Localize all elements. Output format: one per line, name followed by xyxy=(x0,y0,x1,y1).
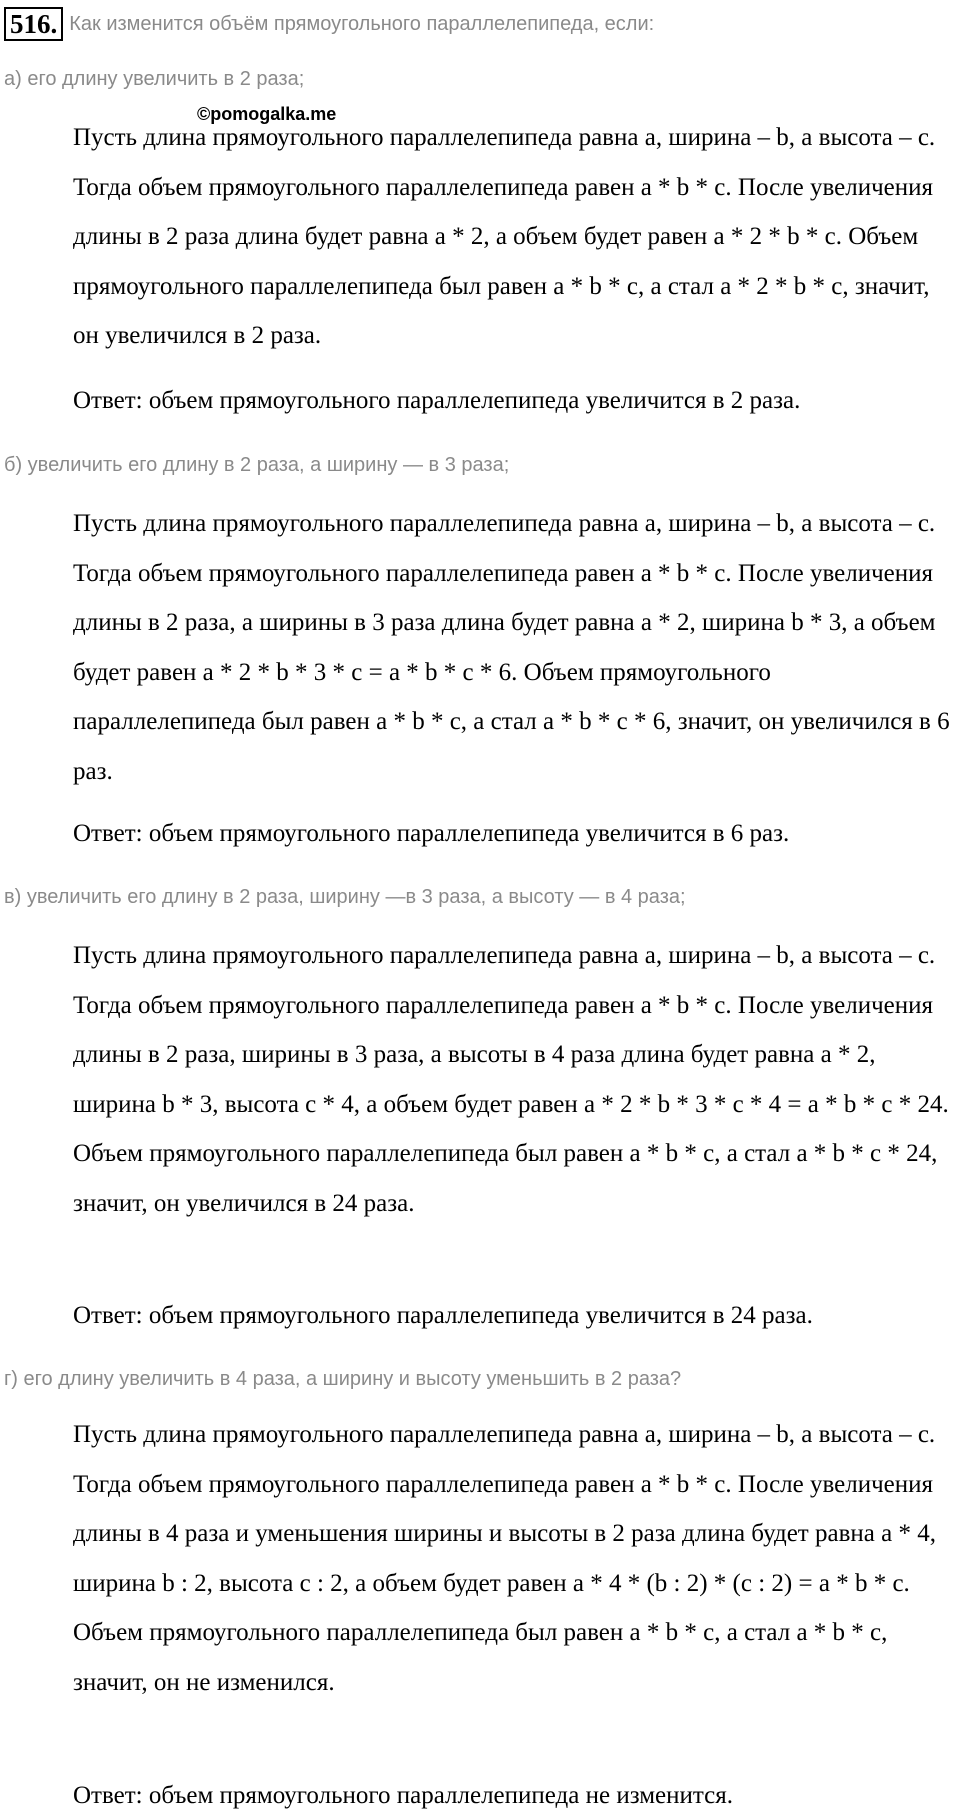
task-question: Как изменится объём прямоугольного параллелепипеда, если: xyxy=(69,12,655,35)
part-c-solution-text: Пусть длина прямоугольного параллелепипеда равна a, ширина – b, а высота – c. Тогда объем прямоугольного параллелепипеда равен a * b * c. После увеличения длины в 2 раза, ширины в 3 раза, а высоты в 4 раза длина будет равна a * 2, ширина b * 3, высота с * 4, а объем будет равен a * 2 * b * 3 * c * 4 = a * b * c * 24. Объем прямоугольного параллелепипеда был равен a * b * c, а стал a * b * c * 24, значит, он увеличился в 24 раза. xyxy=(73,942,949,1217)
part-c-answer: Ответ: объем прямоугольного параллелепипеда увеличится в 24 раза. xyxy=(73,1302,813,1329)
task-number: 516. xyxy=(4,7,63,41)
part-a-condition: а) его длину увеличить в 2 раза; xyxy=(4,68,305,90)
watermark: ©pomogalka.me xyxy=(197,104,337,124)
part-c-solution xyxy=(73,931,958,1228)
part-b-condition: б) увеличить его длину в 2 раза, а ширину — в 3 раза; xyxy=(4,454,510,476)
part-a-solution xyxy=(73,113,958,361)
part-a-solution-text: Пусть длина прямоугольного параллелепипеда равна a, ширина – b, а высота – c. Тогда объем прямоугольного параллелепипеда равен a * b * c. После увеличения длины в 2 раза длина будет равна a * 2, а объем будет равен a * 2 * b * c. Объем прямоугольного параллелепипеда был равен a * b * c, а стал a * 2 * b * c, значит, он увеличился в 2 раза. xyxy=(73,124,936,349)
part-d-solution xyxy=(73,1410,958,1707)
part-b-answer: Ответ: объем прямоугольного параллелепипеда увеличится в 6 раз. xyxy=(73,820,790,847)
part-d-condition: г) его длину увеличить в 4 раза, а ширину и высоту уменьшить в 2 раза? xyxy=(4,1368,682,1390)
part-a-answer: Ответ: объем прямоугольного параллелепипеда увеличится в 2 раза. xyxy=(73,387,801,414)
part-c-condition: в) увеличить его длину в 2 раза, ширину —в 3 раза, а высоту — в 4 раза; xyxy=(4,886,686,908)
part-b-solution xyxy=(73,499,958,796)
part-b-solution-text: Пусть длина прямоугольного параллелепипеда равна a, ширина – b, а высота – c. Тогда объем прямоугольного параллелепипеда равен a * b * c. После увеличения длины в 2 раза, а ширины в 3 раза длина будет равна a * 2, ширина b * 3, а объем будет равен a * 2 * b * 3 * c = a * b * c * 6. Объем прямоугольного параллелепипеда был равен a * b * c, а стал a * b * c * 6, значит, он увеличился в 6 раз. xyxy=(73,510,950,785)
part-d-answer: Ответ: объем прямоугольного параллелепипеда не изменится. xyxy=(73,1782,733,1809)
task-header xyxy=(4,6,654,42)
part-d-solution-text: Пусть длина прямоугольного параллелепипеда равна a, ширина – b, а высота – c. Тогда объем прямоугольного параллелепипеда равен a * b * c. После увеличения длины в 4 раза и уменьшения ширины и высоты в 2 раза длина будет равна a * 4, ширина b : 2, высота с : 2, а объем будет равен a * 4 * (b : 2) * (c : 2) = a * b * c. Объем прямоугольного параллелепипеда был равен a * b * c, а стал a * b * c, значит, он не изменился. xyxy=(73,1421,936,1696)
